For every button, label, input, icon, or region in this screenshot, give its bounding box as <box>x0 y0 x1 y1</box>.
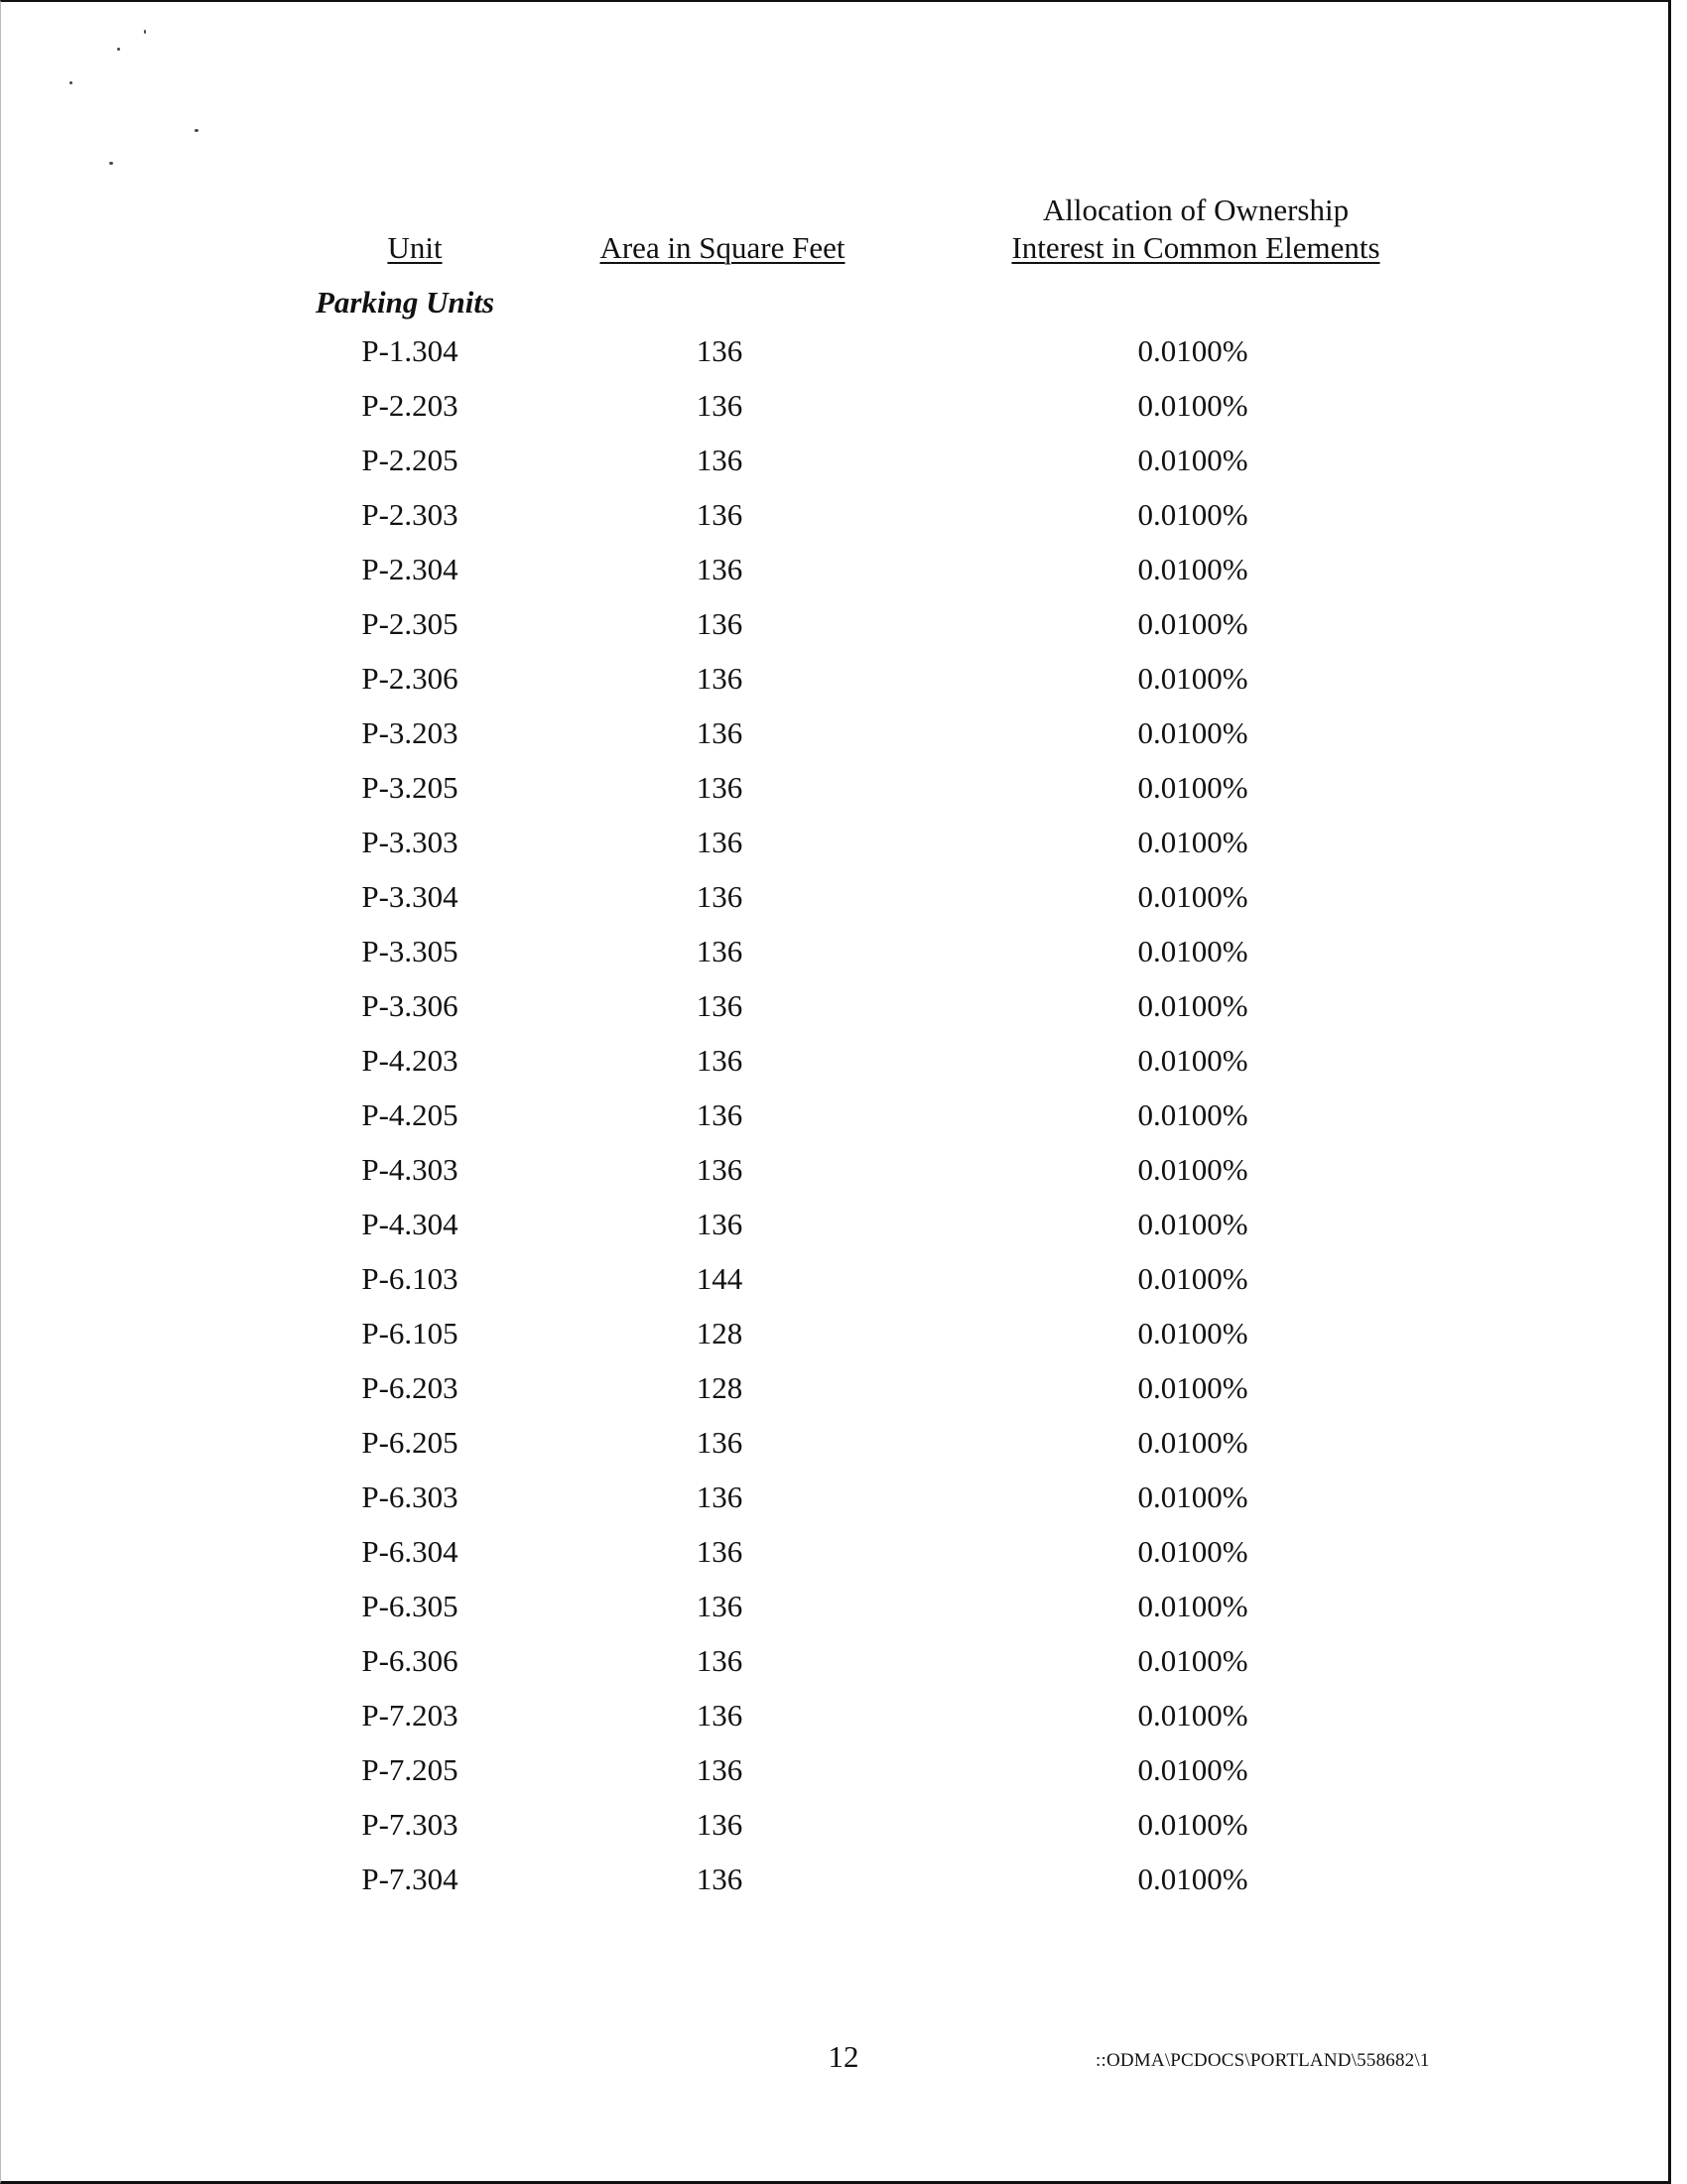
area-cell: 136 <box>696 497 743 532</box>
allocation-cell: 0.0100% <box>1137 1589 1248 1623</box>
unit-cell: P-6.303 <box>361 1479 458 1514</box>
area-cell: 136 <box>696 1425 743 1460</box>
unit-cell: P-3.303 <box>361 825 458 859</box>
unit-cell: P-3.203 <box>361 715 458 750</box>
table-row <box>0 1698 1687 1752</box>
table-row <box>0 1261 1687 1316</box>
table-row <box>0 1479 1687 1534</box>
area-cell: 136 <box>696 934 743 968</box>
unit-cell: P-6.306 <box>361 1643 458 1678</box>
area-cell: 136 <box>696 606 743 641</box>
table-row <box>0 661 1687 715</box>
unit-cell: P-1.304 <box>361 333 458 368</box>
allocation-cell: 0.0100% <box>1137 1261 1248 1296</box>
allocation-cell: 0.0100% <box>1137 1316 1248 1350</box>
unit-cell: P-3.304 <box>361 879 458 914</box>
unit-cell: P-7.205 <box>361 1752 458 1787</box>
unit-cell: P-4.205 <box>361 1097 458 1132</box>
table-row <box>0 1752 1687 1807</box>
table-row <box>0 879 1687 934</box>
table-row <box>0 388 1687 443</box>
table-row <box>0 552 1687 606</box>
section-title: Parking Units <box>316 285 495 320</box>
area-cell: 136 <box>696 552 743 586</box>
area-cell: 136 <box>696 1152 743 1187</box>
allocation-cell: 0.0100% <box>1137 606 1248 641</box>
allocation-cell: 0.0100% <box>1137 1534 1248 1569</box>
area-cell: 136 <box>696 661 743 696</box>
area-cell: 136 <box>696 1862 743 1896</box>
column-header-area-label: Area in Square Feet <box>599 230 845 265</box>
area-cell: 136 <box>696 1643 743 1678</box>
scan-speck <box>109 162 113 165</box>
table-row <box>0 333 1687 388</box>
unit-cell: P-4.303 <box>361 1152 458 1187</box>
allocation-cell: 0.0100% <box>1137 715 1248 750</box>
area-cell: 136 <box>696 1752 743 1787</box>
table-row <box>0 1097 1687 1152</box>
table-row <box>0 443 1687 497</box>
allocation-cell: 0.0100% <box>1137 825 1248 859</box>
allocation-cell: 0.0100% <box>1137 1207 1248 1241</box>
allocation-cell: 0.0100% <box>1137 934 1248 968</box>
allocation-cell: 0.0100% <box>1137 1152 1248 1187</box>
unit-cell: P-3.306 <box>361 988 458 1023</box>
table-row <box>0 1152 1687 1207</box>
unit-cell: P-3.205 <box>361 770 458 805</box>
unit-cell: P-2.305 <box>361 606 458 641</box>
table-row <box>0 1425 1687 1479</box>
column-header-allocation-line2: Interest in Common Elements <box>1011 230 1380 265</box>
table-row <box>0 1643 1687 1698</box>
allocation-cell: 0.0100% <box>1137 661 1248 696</box>
unit-cell: P-2.304 <box>361 552 458 586</box>
area-cell: 128 <box>696 1316 743 1350</box>
allocation-cell: 0.0100% <box>1137 1043 1248 1078</box>
table-row <box>0 1207 1687 1261</box>
table-row <box>0 1862 1687 1916</box>
area-cell: 136 <box>696 1207 743 1241</box>
table-row <box>0 1043 1687 1097</box>
area-cell: 136 <box>696 1589 743 1623</box>
table-row <box>0 988 1687 1043</box>
table-row <box>0 1316 1687 1370</box>
area-cell: 128 <box>696 1370 743 1405</box>
area-cell: 136 <box>696 388 743 423</box>
area-cell: 136 <box>696 1097 743 1132</box>
area-cell: 136 <box>696 879 743 914</box>
unit-cell: P-7.303 <box>361 1807 458 1842</box>
scan-speck <box>117 48 120 51</box>
table-row <box>0 1807 1687 1862</box>
parking-units-table <box>0 333 1687 1916</box>
unit-cell: P-2.203 <box>361 388 458 423</box>
column-header-unit <box>327 229 502 267</box>
area-cell: 136 <box>696 1043 743 1078</box>
allocation-cell: 0.0100% <box>1137 388 1248 423</box>
area-cell: 136 <box>696 1479 743 1514</box>
page-number: 12 <box>828 2039 859 2074</box>
allocation-cell: 0.0100% <box>1137 770 1248 805</box>
allocation-cell: 0.0100% <box>1137 1643 1248 1678</box>
table-row <box>0 1534 1687 1589</box>
table-row <box>0 497 1687 552</box>
unit-cell: P-6.203 <box>361 1370 458 1405</box>
scan-speck <box>69 81 72 84</box>
unit-cell: P-6.305 <box>361 1589 458 1623</box>
area-cell: 136 <box>696 443 743 477</box>
allocation-cell: 0.0100% <box>1137 1479 1248 1514</box>
column-header-area <box>566 229 879 267</box>
unit-cell: P-4.203 <box>361 1043 458 1078</box>
unit-cell: P-6.205 <box>361 1425 458 1460</box>
unit-cell: P-4.304 <box>361 1207 458 1241</box>
area-cell: 136 <box>696 1698 743 1733</box>
area-cell: 136 <box>696 333 743 368</box>
area-cell: 136 <box>696 1534 743 1569</box>
area-cell: 136 <box>696 770 743 805</box>
area-cell: 136 <box>696 988 743 1023</box>
allocation-cell: 0.0100% <box>1137 1425 1248 1460</box>
unit-cell: P-3.305 <box>361 934 458 968</box>
unit-cell: P-6.103 <box>361 1261 458 1296</box>
area-cell: 136 <box>696 715 743 750</box>
table-row <box>0 1370 1687 1425</box>
table-row <box>0 715 1687 770</box>
unit-cell: P-6.304 <box>361 1534 458 1569</box>
allocation-cell: 0.0100% <box>1137 1862 1248 1896</box>
allocation-cell: 0.0100% <box>1137 988 1248 1023</box>
unit-cell: P-2.303 <box>361 497 458 532</box>
allocation-cell: 0.0100% <box>1137 1370 1248 1405</box>
column-header-unit-label: Unit <box>387 230 443 265</box>
allocation-cell: 0.0100% <box>1137 879 1248 914</box>
scan-speck <box>144 30 146 34</box>
column-header-allocation <box>973 192 1419 267</box>
allocation-cell: 0.0100% <box>1137 333 1248 368</box>
unit-cell: P-6.105 <box>361 1316 458 1350</box>
column-header-allocation-line1: Allocation of Ownership <box>1042 193 1350 227</box>
table-row <box>0 825 1687 879</box>
allocation-cell: 0.0100% <box>1137 497 1248 532</box>
allocation-cell: 0.0100% <box>1137 1698 1248 1733</box>
table-row <box>0 770 1687 825</box>
table-row <box>0 606 1687 661</box>
unit-cell: P-7.203 <box>361 1698 458 1733</box>
table-row <box>0 1589 1687 1643</box>
unit-cell: P-7.304 <box>361 1862 458 1896</box>
table-row <box>0 934 1687 988</box>
allocation-cell: 0.0100% <box>1137 1752 1248 1787</box>
document-id: ::ODMA\PCDOCS\PORTLAND\558682\1 <box>1096 2050 1430 2071</box>
unit-cell: P-2.205 <box>361 443 458 477</box>
unit-cell: P-2.306 <box>361 661 458 696</box>
allocation-cell: 0.0100% <box>1137 1807 1248 1842</box>
area-cell: 136 <box>696 1807 743 1842</box>
allocation-cell: 0.0100% <box>1137 552 1248 586</box>
allocation-cell: 0.0100% <box>1137 1097 1248 1132</box>
area-cell: 144 <box>696 1261 743 1296</box>
area-cell: 136 <box>696 825 743 859</box>
scan-speck <box>195 129 198 132</box>
allocation-cell: 0.0100% <box>1137 443 1248 477</box>
